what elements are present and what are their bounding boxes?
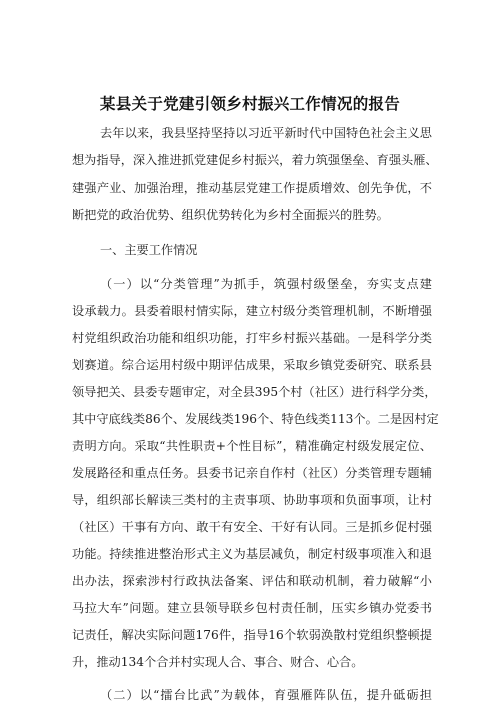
subsection2-line-1: （二）以“擂台比武”为载体，育强雁阵队伍，提升砥砺担 — [100, 688, 432, 702]
subsection1-line-14: 记责任，解决实际问题176件，指导16个软弱涣散村党组织整顿提 — [72, 628, 432, 642]
subsection1-line-15: 升，推动134个合并村实现人合、事合、财合、心合。 — [72, 655, 364, 669]
subsection1-line-3: 村党组织政治功能和组织功能，打牢乡村振兴基础。一是科学分类 — [72, 331, 432, 345]
subsection1-line-6: 其中守底线类86个、发展线类196个、特色线类113个。二是因村定 — [72, 412, 439, 426]
intro-line-4: 断把党的政治优势、组织优势转化为乡村全面振兴的胜势。 — [72, 208, 389, 222]
intro-line-1: 去年以来，我县坚持坚持以习近平新时代中国特色社会主义思 — [100, 126, 432, 140]
section-heading: 一、主要工作情况 — [100, 243, 198, 257]
document-title: 某县关于党建引领乡村振兴工作情况的报告 — [99, 95, 401, 113]
subsection1-line-9: 导，组织部长解读三类村的主责事项、协助事项和负面事项，让村 — [72, 493, 432, 507]
subsection1-line-4: 划赛道。综合运用村级中期评估成果，采取乡镇党委研究、联系县 — [72, 358, 432, 372]
subsection1-line-8: 发展路径和重点任务。县委书记亲自作村（社区）分类管理专题辅 — [72, 466, 432, 480]
intro-line-3: 建强产业、加强治理，推动基层党建工作提质增效、创先争优，不 — [72, 181, 432, 195]
subsection1-line-7: 责明方向。采取“共性职责+个性目标”，精准确定村级发展定位、 — [72, 439, 432, 453]
subsection1-line-1: （一）以“分类管理”为抓手，筑强村级堡垒，夯实支点建 — [100, 277, 432, 291]
subsection1-line-5: 领导把关、县委专题审定，对全县395个村（社区）进行科学分类， — [72, 385, 437, 399]
subsection1-line-11: 功能。持续推进整治形式主义为基层减负，制定村级事项准入和退 — [72, 547, 432, 561]
intro-line-2: 想为指导，深入推进抓党建促乡村振兴，着力筑强堡垒、育强头雁、 — [72, 153, 438, 167]
subsection1-line-10: （社区）干事有方向、敢干有安全、干好有认同。三是抓乡促村强 — [72, 520, 432, 534]
subsection1-line-12: 出办法，探索涉村行政执法备案、评估和联动机制，着力破解“小 — [72, 574, 432, 588]
subsection1-line-2: 设承载力。县委着眼村情实际，建立村级分类管理机制，不断增强 — [72, 304, 432, 318]
subsection1-line-13: 马拉大车”问题。建立县领导联乡包村责任制，压实乡镇办党委书 — [72, 601, 432, 615]
